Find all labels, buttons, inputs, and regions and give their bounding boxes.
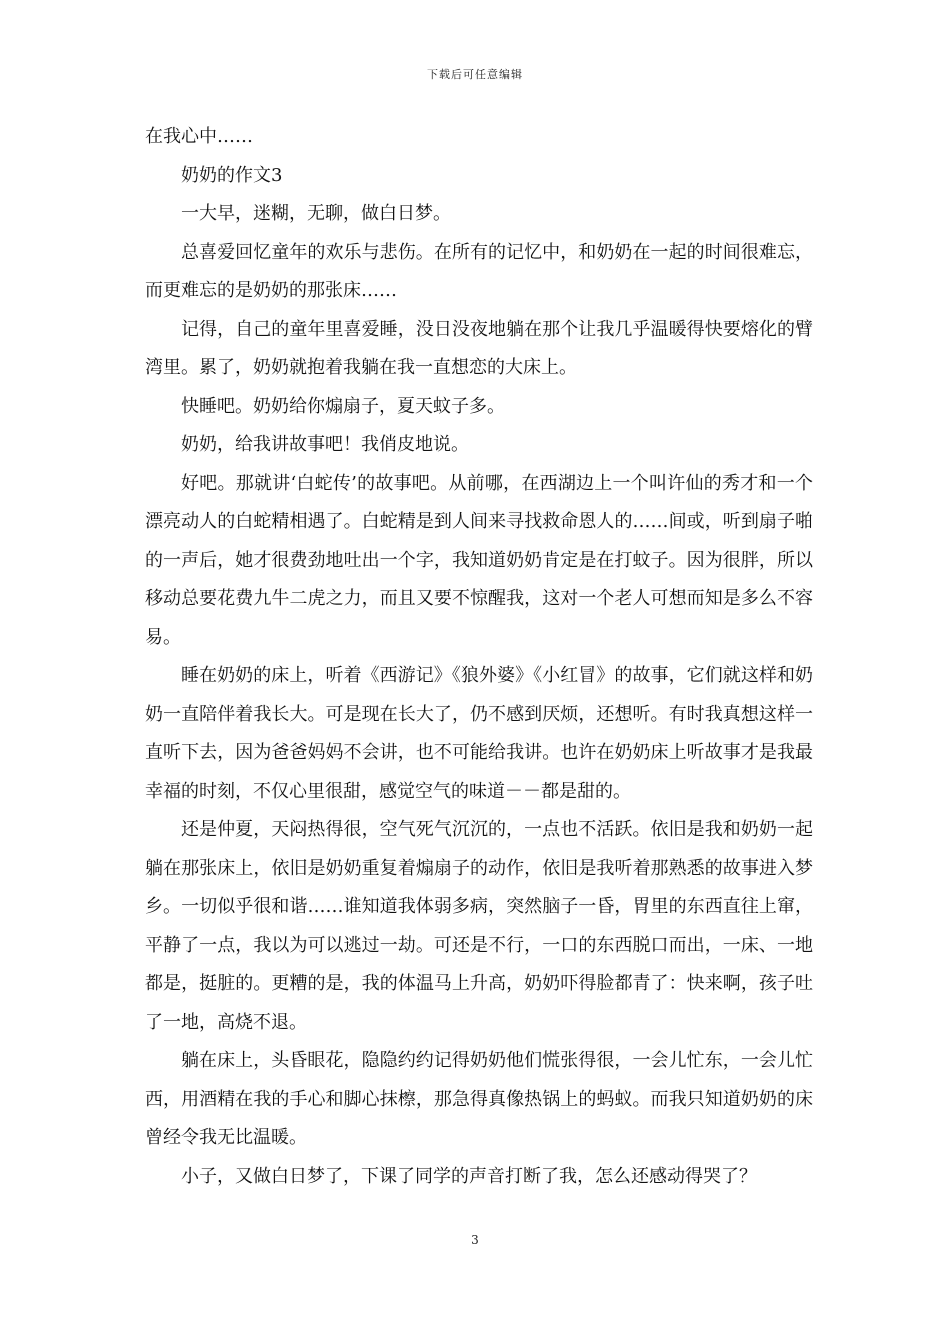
essay-title: 奶奶的作文3 xyxy=(181,164,283,186)
header-note: 下载后可任意编辑 xyxy=(427,68,523,81)
paragraph: 在我心中…… xyxy=(145,126,253,147)
paragraph: 还是仲夏，天闷热得很，空气死气沉沉的，一点也不活跃。依旧是我和奶奶一起躺在那张床上，依旧是奶奶重复着煽扇子的动作，依旧是我听着那熟悉的故事进入梦乡。一切似乎很和谐……谁知道我体弱多病，突然脑子一昏，胃里的东西直往上窜，平静了一点，我以为可以逃过一劫。可还是不行，一口的东西脱口而出，一床、一地都是，挺脏的。更糟的是，我的体温马上升高，奶奶吓得脸都青了：快来啊，孩子吐了一地，高烧不退。 xyxy=(145,819,813,1033)
document-body xyxy=(145,118,813,1196)
paragraph: 记得，自己的童年里喜爱睡，没日没夜地躺在那个让我几乎温暖得快要熔化的臂湾里。累了，奶奶就抱着我躺在我一直想恋的大床上。 xyxy=(145,318,813,378)
page-footer xyxy=(0,1233,950,1247)
paragraph: 好吧。那就讲‘白蛇传’的故事吧。从前哪，在西湖边上一个叫许仙的秀才和一个漂亮动人的白蛇精相遇了。白蛇精是到人间来寻找救命恩人的……间或，听到扇子啪的一声后，她才很费劲地吐出一个字，我知道奶奶肯定是在打蚊子。因为很胖，所以移动总要花费九牛二虎之力，而且又要不惊醒我，这对一个老人可想而知是多么不容易。 xyxy=(145,472,813,648)
paragraph: 快睡吧。奶奶给你煽扇子，夏天蚊子多。 xyxy=(181,395,505,417)
paragraph: 小子，又做白日梦了，下课了同学的声音打断了我，怎么还感动得哭了？ xyxy=(181,1165,757,1187)
paragraph: 奶奶，给我讲故事吧！我俏皮地说。 xyxy=(181,434,469,455)
paragraph: 睡在奶奶的床上，听着《西游记》《狼外婆》《小红冒》的故事，它们就这样和奶奶一直陪伴着我长大。可是现在长大了，仍不感到厌烦，还想听。有时我真想这样一直听下去，因为爸爸妈妈不会讲，也不可能给我讲。也许在奶奶床上听故事才是我最幸福的时刻，不仅心里很甜，感觉空气的味道－－都是甜的。 xyxy=(145,665,813,802)
page-number: 3 xyxy=(471,1233,479,1247)
page-header xyxy=(0,66,950,82)
paragraph: 一大早，迷糊，无聊，做白日梦。 xyxy=(181,203,451,224)
paragraph: 总喜爱回忆童年的欢乐与悲伤。在所有的记忆中，和奶奶在一起的时间很难忘，而更难忘的是奶奶的那张床…… xyxy=(145,241,813,301)
paragraph: 躺在床上，头昏眼花，隐隐约约记得奶奶他们慌张得很，一会儿忙东，一会儿忙西，用酒精在我的手心和脚心抹檫，那急得真像热锅上的蚂蚁。而我只知道奶奶的床曾经令我无比温暖。 xyxy=(145,1050,813,1148)
